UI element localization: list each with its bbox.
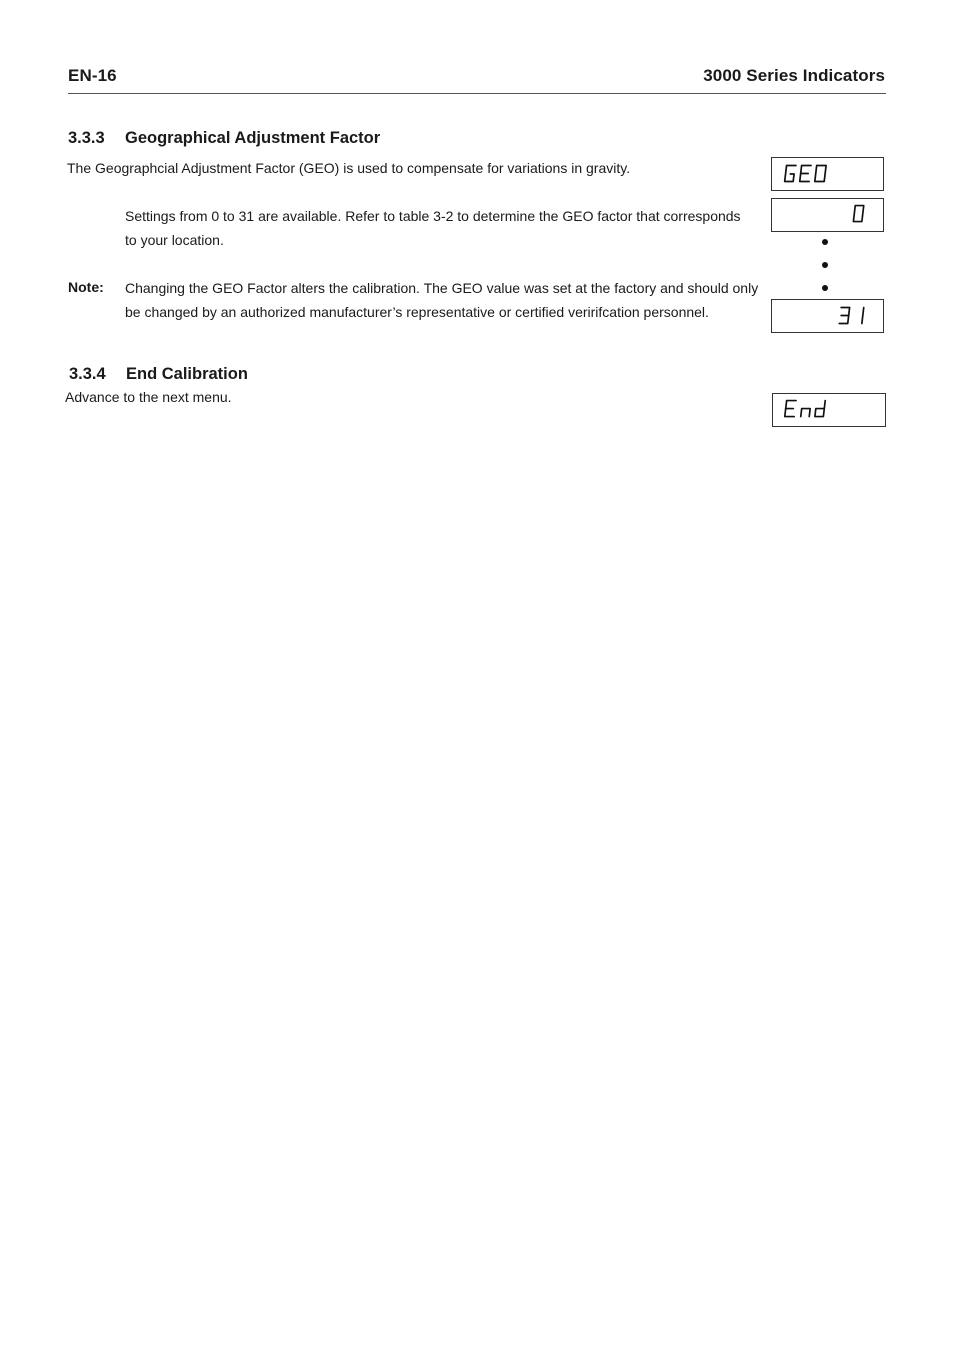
ellipsis-dot (822, 285, 828, 291)
section-heading-end-calibration (69, 365, 248, 384)
note-line-1: Changing the GEO Factor alters the calibration. The GEO value was set at the factory and should only (125, 280, 759, 296)
section-title: End Calibration (126, 365, 248, 383)
ellipsis-dot (822, 262, 828, 268)
section-number: 3.3.3 (68, 129, 105, 147)
section-heading-geo (68, 129, 380, 148)
seven-segment-31 (772, 300, 883, 332)
geo-settings-line-2: to your location. (125, 232, 224, 248)
note-label: Note: (68, 279, 104, 295)
lcd-display-geo (771, 157, 884, 191)
lcd-display-zero (771, 198, 884, 232)
ellipsis-dot (822, 239, 828, 245)
header-rule (68, 93, 886, 94)
geo-settings-line-1: Settings from 0 to 31 are available. Refer to table 3-2 to determine the GEO factor that corresponds (125, 208, 741, 224)
lcd-display-31 (771, 299, 884, 333)
geo-intro-text: The Geographcial Adjustment Factor (GEO) is used to compensate for variations in gravity. (67, 160, 631, 176)
note-line-2: be changed by an authorized manufacturer’s representative or certified veririfcation personnel. (125, 304, 709, 320)
lcd-display-end (772, 393, 886, 427)
seven-segment-geo (772, 158, 883, 190)
end-calibration-text: Advance to the next menu. (65, 389, 232, 405)
document-title: 3000 Series Indicators (703, 66, 885, 85)
section-number: 3.3.4 (69, 365, 106, 383)
section-title: Geographical Adjustment Factor (125, 129, 381, 147)
seven-segment-end (773, 394, 885, 426)
seven-segment-zero (772, 199, 883, 231)
page-number: EN-16 (68, 66, 117, 85)
